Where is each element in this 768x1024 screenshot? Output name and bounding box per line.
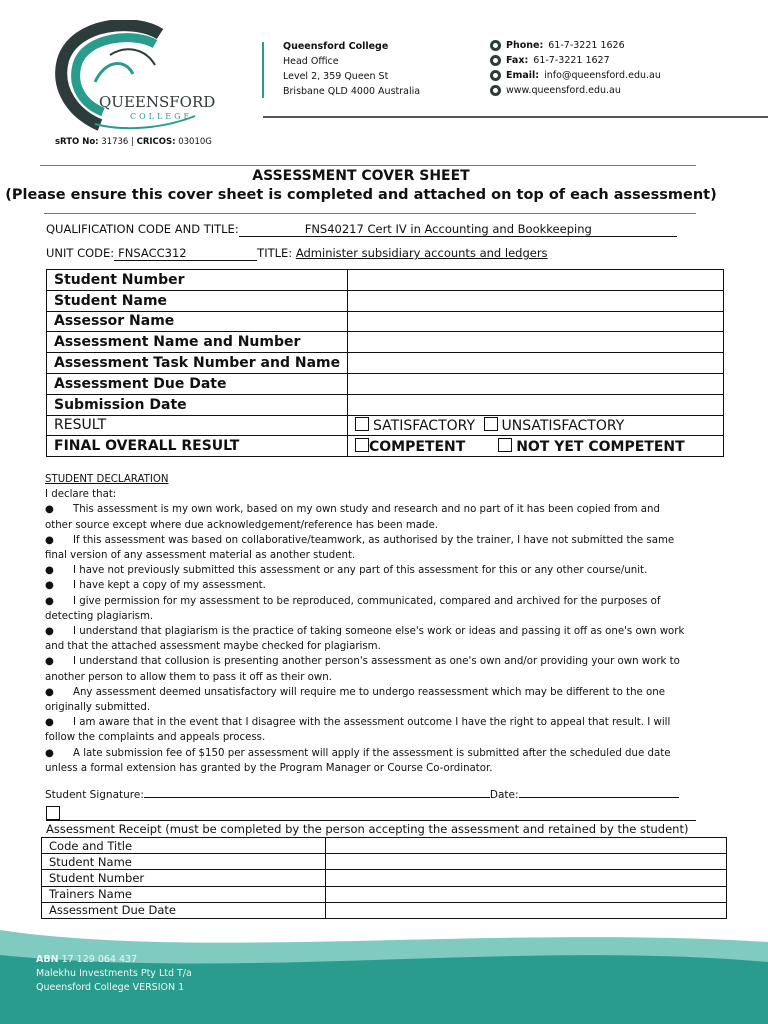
declaration-item: A late submission fee of $150 per assessment will apply if the assessment is submitted after the scheduled due date unless a formal extension has granted by the Program Manager or Course Co-ordinator. (45, 747, 671, 774)
unsatisfactory-checkbox[interactable] (484, 417, 498, 431)
satisfactory-label: SATISFACTORY (373, 417, 476, 434)
bullet-icon: ● (45, 580, 54, 592)
receipt-checkbox[interactable] (46, 806, 60, 820)
unit-code-value[interactable]: FNSACC312 (114, 246, 257, 261)
row-label: RESULT (47, 415, 348, 436)
srto-label: sRTO No: (55, 137, 99, 147)
declaration-item: I am aware that in the event that I disagree with the assessment outcome I have the right to appeal that result. I will follow the complaints and appeals process. (45, 717, 671, 744)
row-label: Assessment Name and Number (47, 332, 348, 353)
table-row (47, 436, 724, 457)
competent-checkbox[interactable] (355, 438, 369, 452)
table-row (42, 870, 727, 886)
title-bottom-rule (44, 213, 696, 214)
row-label: Assessment Due Date (47, 373, 348, 394)
website-link[interactable]: www.queensford.edu.au (506, 85, 621, 96)
unit-title-value[interactable]: Administer subsidiary accounts and ledgers (295, 246, 548, 260)
page-subtitle: (Please ensure this cover sheet is completed and attached on top of each assessment) (5, 187, 717, 203)
office-name: Queensford College (283, 41, 389, 52)
footer-text (36, 953, 192, 995)
table-row (42, 886, 727, 902)
srto-cricos: sRTO No: 31736 | CRICOS: 03010G (55, 137, 212, 147)
list-item (45, 533, 690, 563)
bullet-icon: ● (45, 504, 54, 516)
logo-subtitle: COLLEGE (130, 112, 193, 121)
not-yet-competent-label: NOT YET COMPETENT (516, 438, 685, 455)
cricos-label: CRICOS: (136, 137, 176, 147)
phone-icon (490, 40, 501, 51)
receipt-heading: Assessment Receipt (must be completed by the person accepting the assessment and retained by the student) (46, 822, 689, 836)
table-row (47, 353, 724, 374)
declaration-item: If this assessment was based on collaborative/teamwork, as authorised by the trainer, I have not submitted the same final version of any assessment material as another student. (45, 534, 675, 562)
date-label: Date: (489, 789, 519, 801)
title-top-rule (40, 165, 696, 166)
table-row (47, 373, 724, 394)
contact-details (490, 38, 661, 98)
list-item (45, 746, 690, 776)
receipt-code-title-field[interactable] (326, 838, 727, 854)
student-name-field[interactable] (348, 290, 724, 311)
list-item (45, 654, 690, 684)
table-row (42, 902, 727, 918)
qualification-label: QUALIFICATION CODE AND TITLE: (46, 222, 239, 236)
list-item (45, 502, 690, 532)
fax-label: Fax: (506, 55, 529, 66)
bullet-icon: ● (45, 686, 54, 698)
page-title: ASSESSMENT COVER SHEET (252, 168, 470, 184)
declaration-heading: STUDENT DECLARATION (45, 474, 169, 485)
footer-line3: Queensford College VERSION 1 (36, 982, 185, 993)
office-line1: Head Office (283, 56, 339, 67)
fax-value: 61-7-3221 1627 (533, 55, 610, 66)
unsatisfactory-label: UNSATISFACTORY (501, 417, 625, 434)
row-label: Assessor Name (47, 311, 348, 332)
signature-field[interactable] (144, 787, 490, 798)
table-row (47, 394, 724, 415)
head-office-address (283, 39, 420, 99)
not-yet-competent-checkbox[interactable] (498, 438, 512, 452)
assessment-task-field[interactable] (348, 353, 724, 374)
queensford-logo (55, 20, 215, 135)
unit-title-label: TITLE: (257, 246, 293, 260)
table-row (42, 854, 727, 870)
logo-wordmark: QUEENSFORD (99, 93, 215, 111)
abn-label: ABN (36, 954, 59, 965)
list-item (45, 594, 690, 624)
declaration-item: I have not previously submitted this assessment or any part of this assessment for this or any other course/unit. (73, 565, 648, 577)
row-label: Assessment Due Date (42, 902, 326, 918)
qualification-line (46, 222, 677, 237)
srto-value: 31736 (101, 137, 129, 147)
declaration-intro: I declare that: (45, 489, 117, 501)
receipt-student-number-field[interactable] (326, 870, 727, 886)
declaration-item: Any assessment deemed unsatisfactory will require me to undergo reassessment which may be different to the one originally submitted. (45, 686, 665, 714)
list-item (45, 563, 690, 578)
cricos-value: 03010G (178, 137, 212, 147)
date-field[interactable] (519, 787, 679, 798)
office-line3: Brisbane QLD 4000 Australia (283, 86, 421, 97)
row-label: Student Name (42, 854, 326, 870)
assessor-name-field[interactable] (348, 311, 724, 332)
table-row (47, 290, 724, 311)
table-row (42, 838, 727, 854)
row-label: FINAL OVERALL RESULT (47, 436, 348, 457)
receipt-student-name-field[interactable] (326, 854, 727, 870)
header-divider (262, 42, 264, 98)
receipt-trainers-name-field[interactable] (326, 886, 727, 902)
bullet-icon: ● (45, 626, 54, 638)
assessment-name-field[interactable] (348, 332, 724, 353)
signature-line (45, 787, 679, 801)
receipt-rule (46, 820, 696, 821)
competent-label: COMPETENT (369, 438, 466, 455)
footer-line2: Malekhu Investments Pty Ltd T/a (36, 968, 192, 979)
bullet-icon: ● (45, 595, 54, 607)
declaration-item: I understand that collusion is presenting another person's assessment as one's own and/or providing your own work to another person to allow them to pass it off as their own. (45, 656, 680, 683)
bullet-icon: ● (45, 534, 54, 546)
row-label: Student Name (47, 290, 348, 311)
globe-icon (490, 85, 501, 96)
bullet-icon: ● (45, 747, 54, 759)
phone-value: 61-7-3221 1626 (548, 40, 625, 51)
bullet-icon: ● (45, 656, 54, 668)
row-label: Code and Title (42, 838, 326, 854)
table-row (47, 415, 724, 436)
unit-line (46, 246, 548, 261)
row-label: Student Number (42, 870, 326, 886)
email-link[interactable]: info@queensford.edu.au (544, 70, 661, 81)
receipt-due-date-field[interactable] (326, 902, 727, 918)
assessment-receipt-table (41, 837, 727, 919)
signature-label: Student Signature: (45, 789, 144, 801)
header-rule (263, 116, 768, 118)
row-label: Student Number (47, 270, 348, 291)
table-row (47, 311, 724, 332)
email-label: Email: (506, 70, 540, 81)
table-row (47, 332, 724, 353)
qualification-value[interactable]: FNS40217 Cert IV in Accounting and Bookkeeping (239, 222, 677, 237)
due-date-field[interactable] (348, 373, 724, 394)
declaration-item: I give permission for my assessment to be reproduced, communicated, compared and archived for the purposes of detecting plagiarism. (45, 595, 661, 622)
row-label: Trainers Name (42, 886, 326, 902)
office-line2: Level 2, 359 Queen St (283, 71, 389, 82)
bullet-icon: ● (45, 717, 54, 729)
declaration-item: I understand that plagiarism is the practice of taking someone else's work or ideas and passing it off as one's own work and that the attached assessment maybe checked for plagiarism. (45, 626, 685, 653)
email-icon (490, 70, 501, 81)
list-item (45, 624, 690, 654)
list-item (45, 578, 690, 593)
declaration-item: This assessment is my own work, based on my own study and research and no part of it has been copied from and other source except where due acknowledgement/reference has been made. (45, 504, 660, 531)
student-number-field[interactable] (348, 270, 724, 291)
satisfactory-checkbox[interactable] (355, 417, 369, 431)
student-declaration (45, 472, 690, 776)
phone-label: Phone: (506, 40, 544, 51)
fax-icon (490, 55, 501, 66)
table-row (47, 270, 724, 291)
assessment-details-table (46, 269, 724, 457)
bullet-icon: ● (45, 565, 54, 577)
declaration-item: I have kept a copy of my assessment. (73, 580, 266, 592)
abn-value: 17 129 064 437 (61, 954, 138, 965)
list-item (45, 685, 690, 715)
row-label: Submission Date (47, 394, 348, 415)
submission-date-field[interactable] (348, 394, 724, 415)
row-label: Assessment Task Number and Name (47, 353, 348, 374)
unit-code-label: UNIT CODE: (46, 246, 115, 260)
list-item (45, 715, 690, 745)
